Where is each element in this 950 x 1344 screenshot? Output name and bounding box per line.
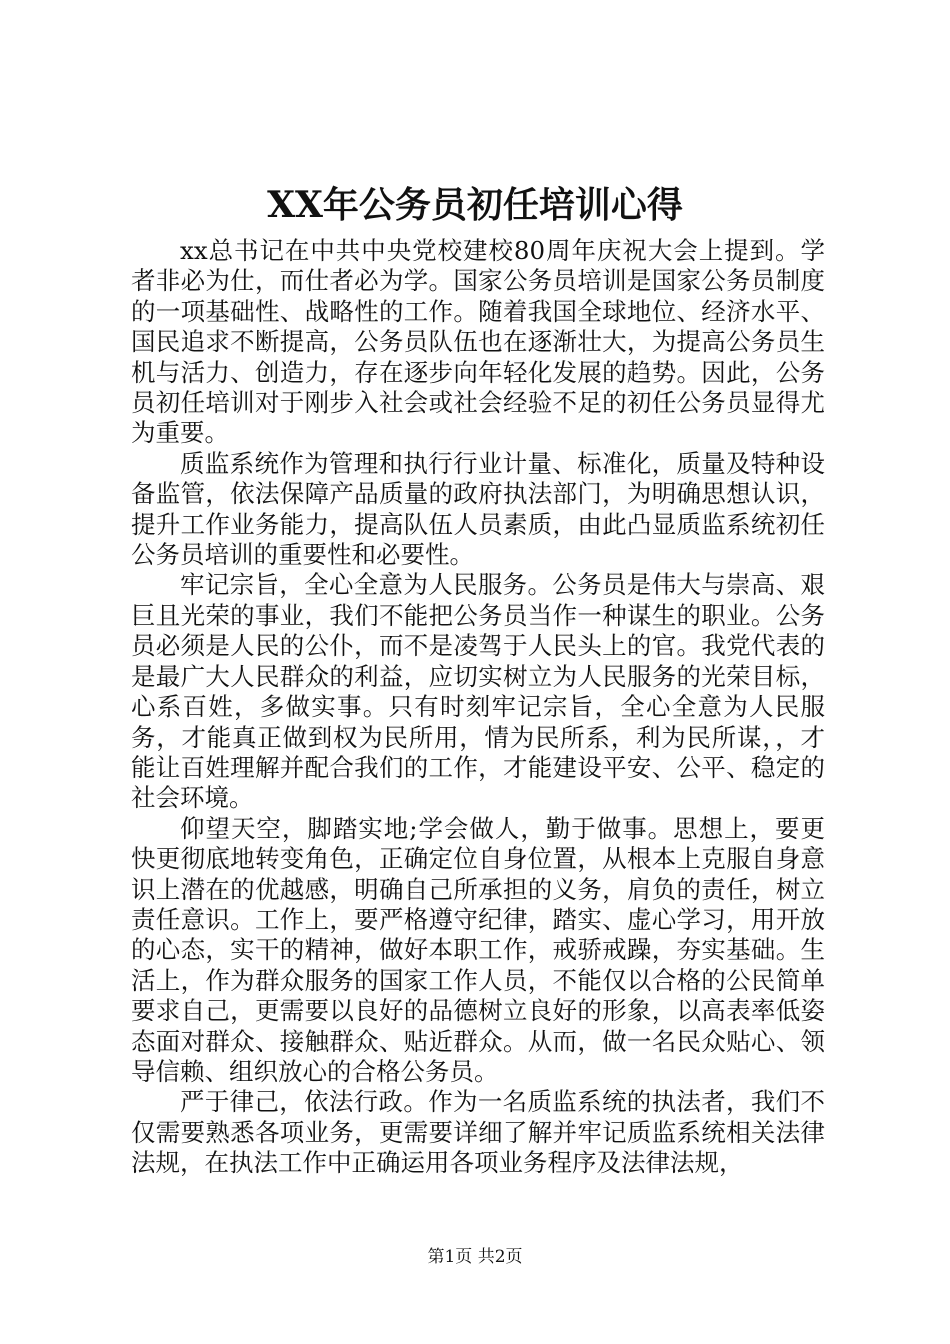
paragraph-4: 仰望天空，脚踏实地;学会做人，勤于做事。思想上，要更快更彻底地转变角色，正确定位自身位置，从根本上克服自身意识上潜在的优越感，明确自己所承担的义务，肩负的责任，树立责任意识。工作上，要严格遵守纪律，踏实、虚心学习，用开放的心态，实干的精神，做好本职工作，戒骄戒躁，夯实基础。生活上，作为群众服务的国家工作人员，不能仅以合格的公民简单要求自己，更需要以良好的品德树立良好的形象，以高表率低姿态面对群众、接触群众、贴近群众。从而，做一名民众贴心、领导信赖、组织放心的合格公务员。 [131,813,825,1086]
page-number-footer: 第1页 共2页 [427,1247,523,1267]
paragraph-3: 牢记宗旨，全心全意为人民服务。公务员是伟大与崇高、艰巨且光荣的事业，我们不能把公务员当作一种谋生的职业。公务员必须是人民的公仆，而不是凌驾于人民头上的官。我党代表的是最广大人民群众的利益，应切实树立为人民服务的光荣目标，心系百姓，多做实事。只有时刻牢记宗旨，全心全意为人民服务，才能真正做到权为民所用，情为民所系，利为民所谋，，才能让百姓理解并配合我们的工作，才能建设平安、公平、稳定的社会环境。 [131,570,825,813]
paragraph-1: xx总书记在中共中央党校建校80周年庆祝大会上提到。学者非必为仕，而仕者必为学。国家公务员培训是国家公务员制度的一项基础性、战略性的工作。随着我国全球地位、经济水平、国民追求不断提高，公务员队伍也在逐渐壮大，为提高公务员生机与活力、创造力，存在逐步向年轻化发展的趋势。因此，公务员初任培训对于刚步入社会或社会经验不足的初任公务员显得尤为重要。 [131,236,825,448]
document-body [131,236,825,1179]
paragraph-5: 严于律己，依法行政。作为一名质监系统的执法者，我们不仅需要熟悉各项业务，更需要详细了解并牢记质监系统相关法律法规，在执法工作中正确运用各项业务程序及法律法规， [131,1087,825,1178]
document-title: XX年公务员初任培训心得 [267,184,683,226]
paragraph-2: 质监系统作为管理和执行行业计量、标准化，质量及特种设备监管，依法保障产品质量的政府执法部门，为明确思想认识，提升工作业务能力，提高队伍人员素质，由此凸显质监系统初任公务员培训的重要性和必要性。 [131,448,825,570]
